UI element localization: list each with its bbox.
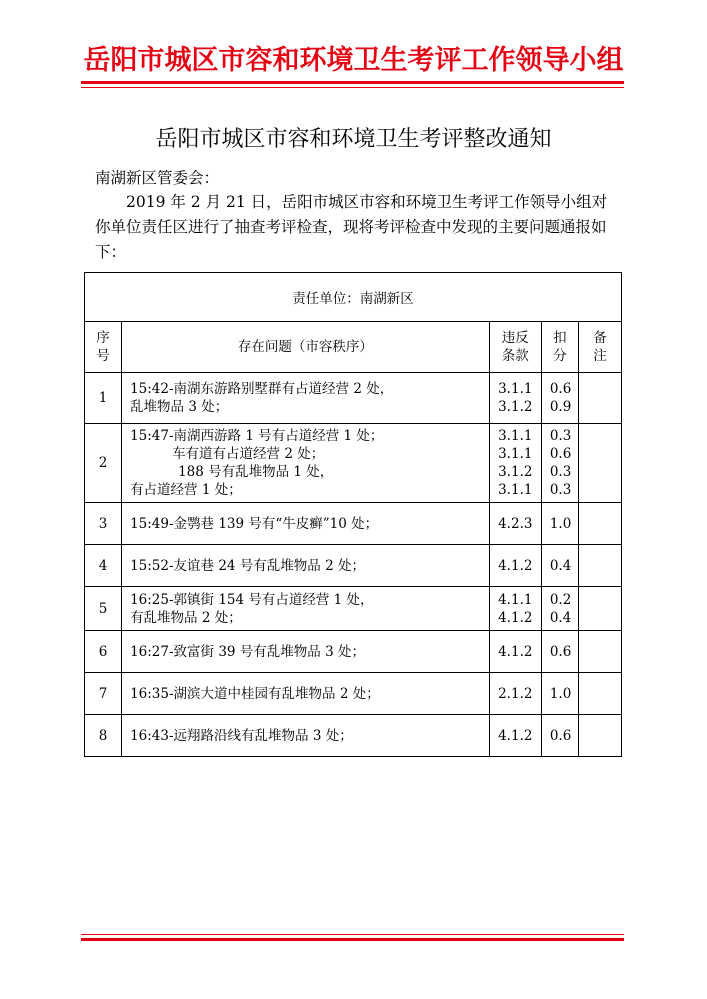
score-line: 0.6 bbox=[549, 381, 572, 397]
row-note bbox=[578, 631, 621, 673]
seq-header-line: 序 bbox=[96, 330, 110, 346]
row-issue bbox=[122, 424, 490, 503]
table-row bbox=[85, 631, 622, 673]
document-title: 岳阳市城区市容和环境卫生考评整改通知 bbox=[155, 127, 552, 152]
note-header bbox=[578, 322, 621, 373]
issue-line: 有占道经营 1 处； bbox=[130, 482, 242, 498]
clause-line: 3.1.2 bbox=[498, 464, 533, 480]
score-line: 0.4 bbox=[549, 557, 572, 574]
row-issue bbox=[122, 631, 490, 673]
row-issue bbox=[122, 587, 490, 631]
row-score bbox=[541, 545, 578, 587]
row-seq: 5 bbox=[85, 587, 122, 631]
row-issue bbox=[122, 673, 490, 715]
note-header-line: 备 bbox=[593, 330, 607, 346]
table-row bbox=[85, 673, 622, 715]
clause-line: 4.1.2 bbox=[498, 727, 533, 744]
row-clause bbox=[489, 715, 541, 757]
clause-line: 4.1.2 bbox=[498, 609, 533, 626]
score-line: 0.6 bbox=[549, 727, 572, 744]
row-seq: 2 bbox=[85, 424, 122, 503]
issue-line: 16:27-致富街 39 号有乱堆物品 3 处； bbox=[130, 643, 365, 660]
row-note bbox=[578, 587, 621, 631]
row-score bbox=[541, 503, 578, 545]
clause-line: 4.1.2 bbox=[498, 557, 533, 574]
row-clause bbox=[489, 424, 541, 503]
clause-line: 3.1.1 bbox=[498, 428, 533, 444]
clause-line: 4.1.1 bbox=[498, 591, 533, 608]
row-score bbox=[541, 715, 578, 757]
row-clause bbox=[489, 503, 541, 545]
clause-header bbox=[489, 322, 541, 373]
row-note bbox=[578, 424, 621, 503]
score-header bbox=[541, 322, 578, 373]
row-note bbox=[578, 373, 621, 424]
issues-table bbox=[84, 272, 622, 757]
clause-line: 2.1.2 bbox=[498, 685, 533, 702]
row-score bbox=[541, 373, 578, 424]
row-seq: 6 bbox=[85, 631, 122, 673]
clause-line: 4.2.3 bbox=[498, 515, 533, 532]
footer-divider-thick bbox=[81, 938, 624, 941]
issue-line: 16:35-湖滨大道中桂园有乱堆物品 2 处； bbox=[130, 685, 380, 702]
score-line: 1.0 bbox=[549, 515, 572, 532]
issue-line: 188 号有乱堆物品 1 处， bbox=[178, 464, 334, 480]
score-line: 0.2 bbox=[549, 591, 572, 608]
score-header-line: 扣 bbox=[553, 330, 567, 346]
score-line: 0.6 bbox=[549, 446, 572, 462]
org-title: 岳阳市城区市容和环境卫生考评工作领导小组 bbox=[83, 45, 624, 76]
issue-line: 15:52-友谊巷 24 号有乱堆物品 2 处； bbox=[130, 557, 365, 574]
score-line: 1.0 bbox=[549, 685, 572, 702]
row-score bbox=[541, 631, 578, 673]
issue-line: 16:25-郭镇街 154 号有占道经营 1 处， bbox=[130, 591, 374, 608]
score-line: 0.3 bbox=[549, 464, 572, 480]
row-note bbox=[578, 503, 621, 545]
score-line: 0.3 bbox=[549, 482, 572, 498]
unit-row bbox=[85, 273, 622, 322]
header-divider-thick bbox=[81, 81, 624, 84]
score-header-line: 分 bbox=[553, 348, 567, 364]
row-issue bbox=[122, 503, 490, 545]
score-line: 0.3 bbox=[549, 428, 572, 444]
issue-line: 15:47-南湖西游路 1 号有占道经营 1 处； bbox=[130, 428, 384, 444]
clause-line: 3.1.2 bbox=[498, 399, 533, 415]
table-row bbox=[85, 424, 622, 503]
clause-line: 4.1.2 bbox=[498, 643, 533, 660]
issue-line: 16:43-远翔路沿线有乱堆物品 3 处； bbox=[130, 727, 353, 744]
row-seq: 3 bbox=[85, 503, 122, 545]
recipient: 南湖新区管委会： bbox=[95, 169, 220, 187]
clause-header-line: 违反 bbox=[501, 330, 529, 346]
seq-header-line: 号 bbox=[96, 348, 110, 364]
issue-header: 存在问题（市容秩序） bbox=[122, 322, 490, 373]
row-clause bbox=[489, 545, 541, 587]
footer-divider-thin bbox=[81, 934, 624, 935]
row-seq: 7 bbox=[85, 673, 122, 715]
row-clause bbox=[489, 587, 541, 631]
body-paragraph: 2019 年 2 月 21 日，岳阳市城区市容和环境卫生考评工作领导小组对你单位责任区进行了抽查考评检查，现将考评检查中发现的主要问题通报如下： bbox=[95, 193, 608, 261]
score-line: 0.4 bbox=[549, 609, 572, 626]
table-row bbox=[85, 715, 622, 757]
issue-line: 15:42-南湖东游路别墅群有占道经营 2 处， bbox=[130, 381, 394, 397]
note-header-line: 注 bbox=[593, 348, 607, 364]
table-row bbox=[85, 373, 622, 424]
clause-line: 3.1.1 bbox=[498, 446, 533, 462]
score-line: 0.6 bbox=[549, 643, 572, 660]
issue-line: 车有道有占道经营 2 处； bbox=[172, 446, 325, 462]
table-row bbox=[85, 503, 622, 545]
table-row bbox=[85, 587, 622, 631]
row-clause bbox=[489, 373, 541, 424]
issue-line: 乱堆物品 3 处； bbox=[130, 399, 229, 415]
row-issue bbox=[122, 715, 490, 757]
row-seq: 8 bbox=[85, 715, 122, 757]
row-issue bbox=[122, 373, 490, 424]
responsible-unit: 责任单位：南湖新区 bbox=[85, 273, 622, 322]
row-seq: 1 bbox=[85, 373, 122, 424]
row-note bbox=[578, 715, 621, 757]
row-score bbox=[541, 587, 578, 631]
header-row bbox=[85, 322, 622, 373]
table-row bbox=[85, 545, 622, 587]
row-note bbox=[578, 673, 621, 715]
row-note bbox=[578, 545, 621, 587]
header-divider-thin bbox=[81, 87, 624, 88]
issue-line: 15:49-金鹗巷 139 号有“牛皮癣”10 处； bbox=[130, 515, 379, 532]
row-score bbox=[541, 424, 578, 503]
clause-header-line: 条款 bbox=[501, 348, 529, 364]
row-score bbox=[541, 673, 578, 715]
score-line: 0.9 bbox=[549, 399, 572, 415]
row-clause bbox=[489, 631, 541, 673]
row-clause bbox=[489, 673, 541, 715]
clause-line: 3.1.1 bbox=[498, 482, 533, 498]
row-seq: 4 bbox=[85, 545, 122, 587]
clause-line: 3.1.1 bbox=[498, 381, 533, 397]
issue-line: 有乱堆物品 2 处； bbox=[130, 609, 242, 626]
row-issue bbox=[122, 545, 490, 587]
seq-header bbox=[85, 322, 122, 373]
